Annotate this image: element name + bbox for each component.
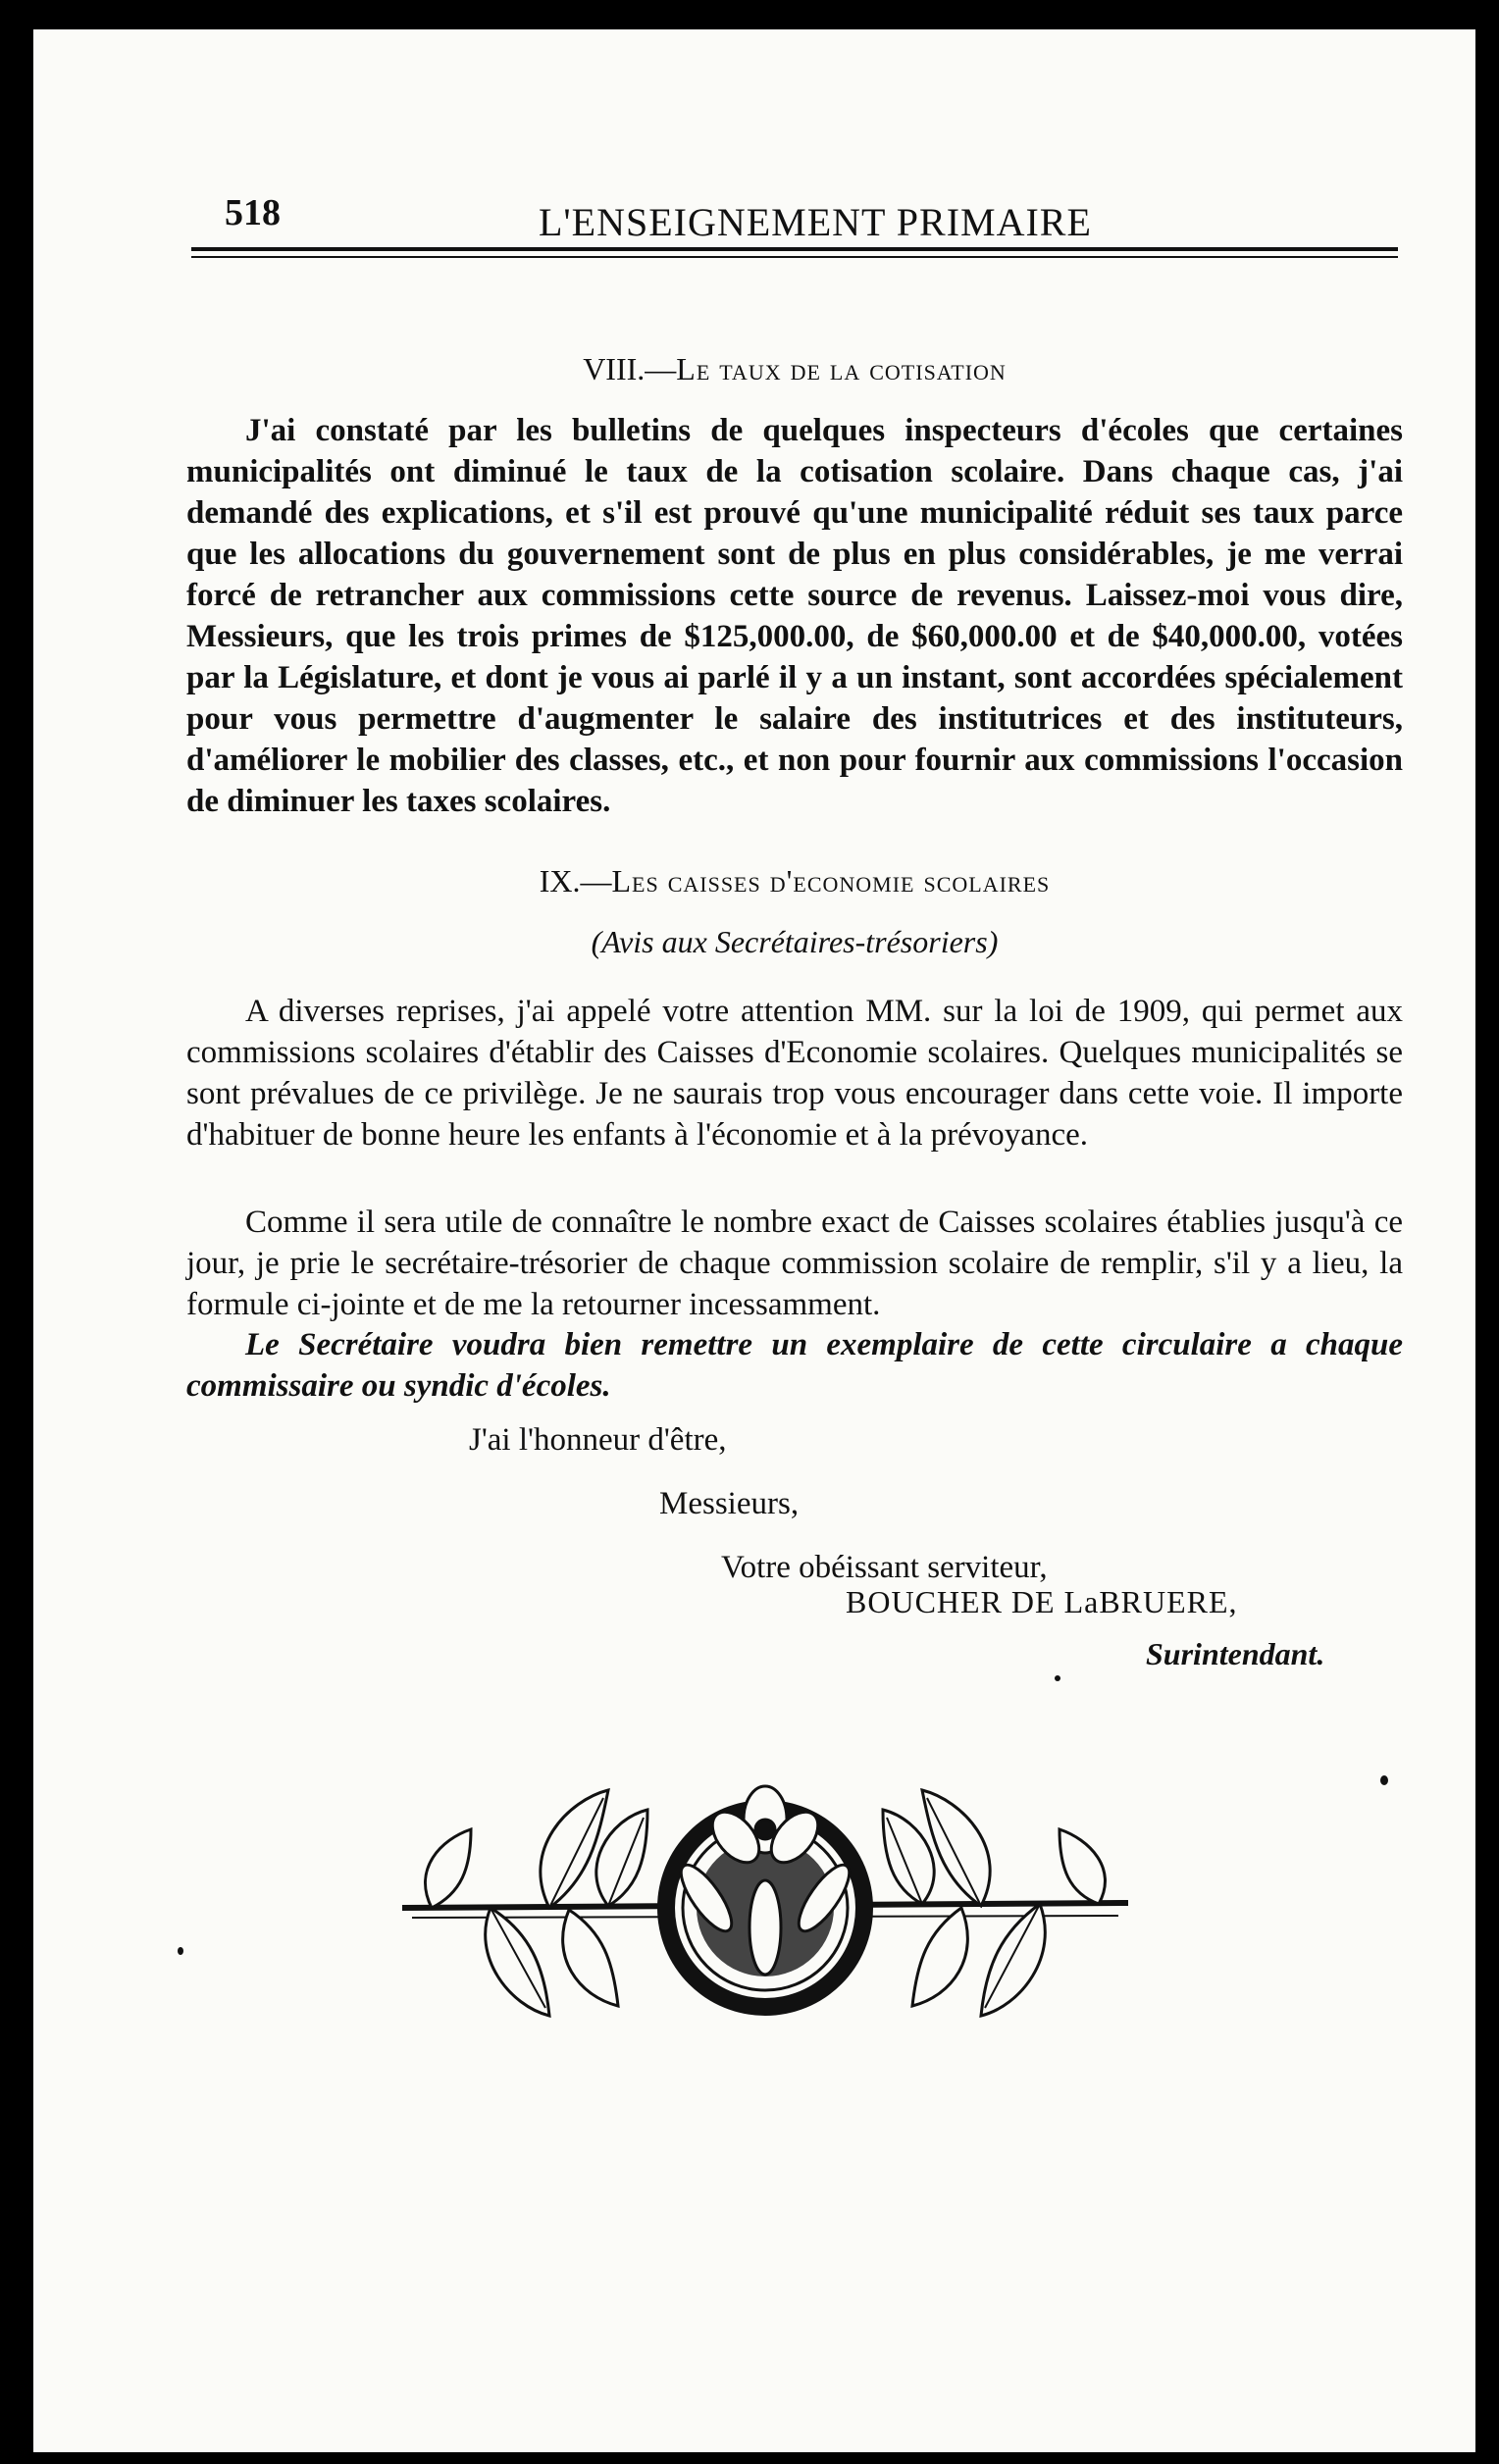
closing-line-3: Votre obéissant serviteur, bbox=[721, 1550, 1048, 1585]
section-9-subtitle: (Avis aux Secrétaires-trésoriers) bbox=[591, 924, 999, 959]
header-rule-thin bbox=[191, 256, 1398, 258]
section-8-number: VIII.— bbox=[583, 351, 677, 386]
page-header bbox=[225, 191, 1426, 250]
ink-speck bbox=[1055, 1675, 1060, 1681]
section-8-title: Le taux de la cotisation bbox=[676, 351, 1007, 386]
section-9-number: IX.— bbox=[539, 863, 612, 898]
ink-speck bbox=[1380, 1775, 1388, 1785]
section-9-title: Les caisses d'economie scolaires bbox=[611, 863, 1051, 898]
section-9-paragraph-2: Comme il sera utile de connaître le nombre exact de Caisses scolaires établies jusqu'à ce jour, je prie le secrétaire-trésorier de chaque commission scolaire de remplir, s'il y a lieu, la formule ci-jointe et de me la retourner incessamment. bbox=[186, 1205, 1403, 1322]
signer-title: Surintendant. bbox=[1146, 1636, 1325, 1671]
section-9-heading bbox=[191, 863, 1398, 899]
section-9-paragraph-1: A diverses reprises, j'ai appelé votre attention MM. sur la loi de 1909, qui permet aux commissions scolaires d'établir des Caisses d'Economie scolaires. Quelques municipalités se sont prévalues de ce privilège. Je ne saurais trop vous encourager dans cette voie. Il importe d'habituer de bonne heure les enfants à l'économie et à la prévoyance. bbox=[186, 994, 1403, 1153]
section-9-paragraph-3: Le Secrétaire voudra bien remettre un exemplaire de cette circulaire a chaque commissaire ou syndic d'écoles. bbox=[186, 1327, 1403, 1404]
section-8-paragraph: J'ai constaté par les bulletins de quelques inspecteurs d'écoles que certaines municipalités ont diminué le taux de la cotisation scolaire. Dans chaque cas, j'ai demandé des explications, et s'il est prouvé qu'une municipalité réduit ses taux parce que les allocations du gouvernement sont de plus en plus considérables, je me verrai forcé de retrancher aux commissions cette source de revenus. Laissez-moi vous dire, Messieurs, que les trois primes de $125,000.00, de $60,000.00 et de $40,000.00, votées par la Législature, et dont je vous ai parlé il y a un instant, sont accordées spécialement pour vous permettre d'augmenter le salaire des institutrices et des instituteurs, d'améliorer le mobilier des classes, etc., et non pour fournir aux commissions l'occasion de diminuer les taxes scolaires. bbox=[186, 413, 1403, 819]
header-rule bbox=[191, 247, 1398, 251]
ink-speck bbox=[178, 1947, 183, 1955]
page-number: 518 bbox=[225, 192, 281, 233]
closing-line-1: J'ai l'honneur d'être, bbox=[469, 1422, 727, 1458]
running-title: L'ENSEIGNEMENT PRIMAIRE bbox=[539, 200, 1092, 244]
floral-ornament bbox=[373, 1761, 1158, 2045]
signature: BOUCHER DE LaBRUERE, bbox=[846, 1584, 1238, 1619]
section-8-heading bbox=[191, 351, 1398, 387]
closing-line-2: Messieurs, bbox=[659, 1486, 800, 1521]
